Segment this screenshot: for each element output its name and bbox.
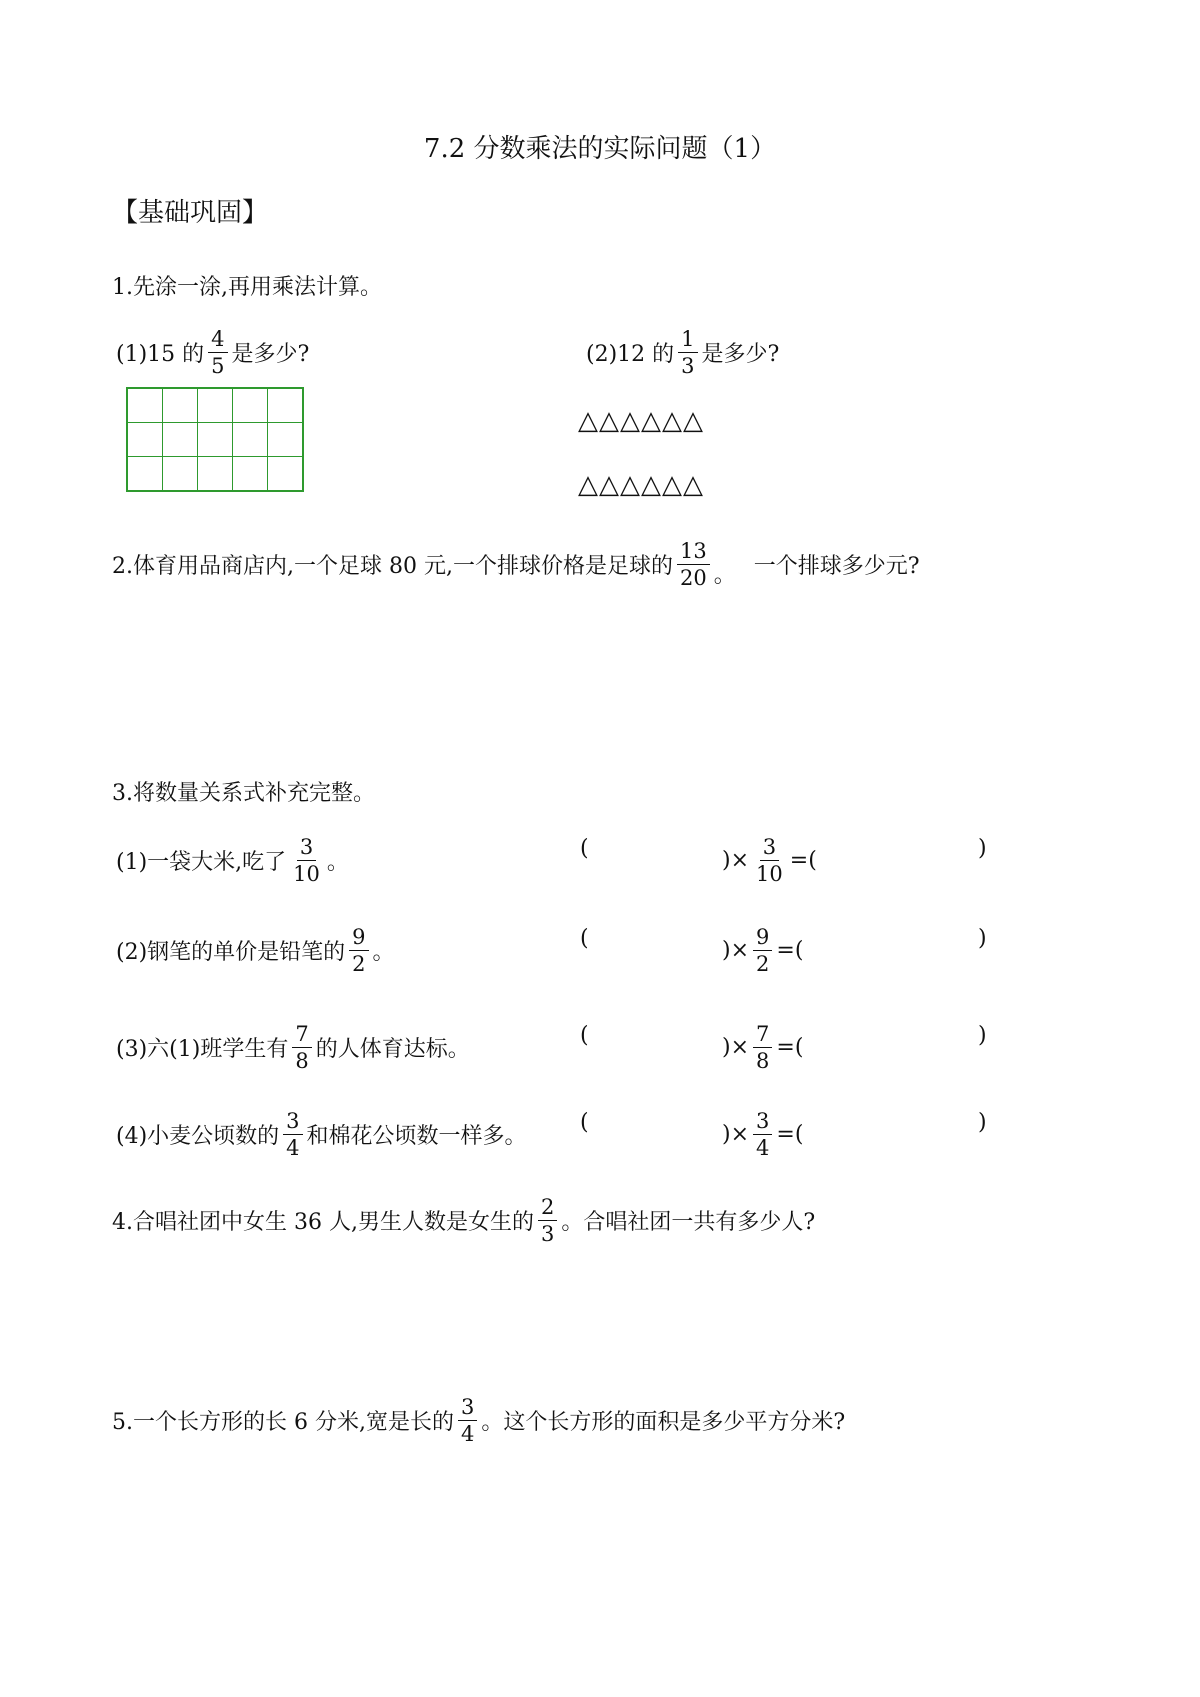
q3-item-fraction [292, 1023, 311, 1072]
grid-cell[interactable] [163, 423, 198, 457]
times-sign: )× [722, 938, 750, 964]
q1-sub2-suffix: 是多少? [701, 342, 780, 368]
fraction-denominator: 4 [460, 1422, 475, 1447]
q3-blank-result[interactable] [830, 844, 970, 872]
q5 [112, 1396, 845, 1445]
q3-open-paren [580, 1110, 589, 1135]
grid-cell[interactable] [233, 423, 268, 457]
fraction-numerator: 9 [349, 926, 368, 951]
triangle-row-2[interactable]: △△△△△△ [578, 470, 704, 500]
q3-item-text: (2)钢笔的单价是铅笔的 [116, 940, 346, 966]
fraction-numerator: 7 [753, 1023, 772, 1048]
grid-cell[interactable] [198, 423, 233, 457]
q3-item-statement [116, 926, 395, 975]
grid-cell[interactable] [198, 388, 233, 423]
fraction-denominator: 8 [295, 1049, 309, 1074]
q3-item-suffix: 的人体育达标。 [315, 1037, 470, 1063]
q3-equation [722, 1110, 803, 1159]
fraction-denominator: 3 [540, 1222, 555, 1247]
grid-cell[interactable] [268, 423, 304, 457]
grid-cell[interactable] [163, 457, 198, 492]
grid-cell[interactable] [163, 388, 198, 423]
q3-item-statement [116, 836, 349, 885]
q3-equation-fraction [753, 836, 786, 885]
grid-cell[interactable] [268, 457, 304, 492]
q1-sub1-suffix: 是多少? [231, 342, 310, 368]
triangle-row-1[interactable]: △△△△△△ [578, 406, 704, 436]
q4-prefix: 4.合唱社团中女生 36 人,男生人数是女生的 [112, 1210, 534, 1236]
q3-equation [722, 1023, 803, 1072]
fraction-numerator: 9 [753, 926, 772, 951]
fraction-denominator: 10 [293, 862, 320, 887]
q3-item-statement [116, 1023, 470, 1072]
q5-fraction [458, 1396, 477, 1445]
q2-mid: 。 [713, 563, 736, 589]
q3-item-fraction [349, 926, 368, 975]
q3-blank-multiplicand[interactable] [600, 934, 720, 962]
q3-equation [722, 836, 817, 885]
q3-close-paren [978, 1023, 987, 1048]
q3-item-suffix: 和棉花公顷数一样多。 [306, 1124, 527, 1150]
q3-close-paren [978, 1110, 987, 1135]
open-paren: ( [580, 1110, 589, 1135]
q1-sub2-fraction [678, 328, 697, 377]
fraction-numerator: 4 [208, 328, 227, 353]
grid-cell[interactable] [127, 388, 163, 423]
fraction-denominator: 20 [679, 566, 707, 591]
q4-suffix: 。合唱社团一共有多少人? [561, 1210, 816, 1236]
fraction-numerator: 1 [678, 328, 697, 353]
q2-suffix: 一个排球多少元? [753, 554, 920, 580]
q3-equation [722, 926, 803, 975]
q3-blank-multiplicand[interactable] [600, 1118, 720, 1146]
equals-sign: =( [776, 1122, 804, 1148]
close-paren: ) [978, 836, 987, 861]
page-title: 7.2 分数乘法的实际问题（1） [423, 134, 777, 164]
q3-open-paren [580, 836, 589, 861]
grid-cell[interactable] [233, 457, 268, 492]
q3-open-paren [580, 1023, 589, 1048]
q3-close-paren [978, 836, 987, 861]
q5-prefix: 5.一个长方形的长 6 分米,宽是长的 [112, 1410, 454, 1436]
fraction-numerator: 3 [297, 836, 316, 861]
q3-blank-multiplicand[interactable] [600, 1031, 720, 1059]
fraction-denominator: 3 [681, 354, 695, 379]
open-paren: ( [580, 926, 589, 951]
fraction-numerator: 7 [292, 1023, 311, 1048]
q3-item-text: (1)一袋大米,吃了 [116, 850, 287, 876]
shading-grid[interactable] [126, 387, 304, 492]
q1-sub1 [116, 328, 309, 377]
fraction-numerator: 3 [753, 1110, 772, 1135]
equals-sign: =( [789, 848, 817, 874]
q1-sub1-fraction [208, 328, 227, 377]
fraction-numerator: 3 [760, 836, 779, 861]
q1-sub2-prefix: (2)12 的 [586, 342, 675, 368]
equals-sign: =( [776, 938, 804, 964]
q3-item-fraction [290, 836, 323, 885]
q3-item-suffix: 。 [326, 850, 349, 876]
q4-fraction [538, 1196, 557, 1245]
fraction-numerator: 3 [458, 1396, 477, 1421]
open-paren: ( [580, 836, 589, 861]
q2 [112, 540, 920, 589]
times-sign: )× [722, 848, 750, 874]
q3-item-fraction [283, 1110, 302, 1159]
close-paren: ) [978, 1110, 987, 1135]
q2-prefix: 2.体育用品商店内,一个足球 80 元,一个排球价格是足球的 [112, 554, 673, 580]
open-paren: ( [580, 1023, 589, 1048]
q1-prompt: 1.先涂一涂,再用乘法计算。 [112, 275, 382, 300]
q3-equation-fraction [753, 926, 772, 975]
q3-item-statement [116, 1110, 527, 1159]
q3-item-text: (4)小麦公顷数的 [116, 1124, 280, 1150]
q3-blank-multiplicand[interactable] [600, 844, 720, 872]
fraction-denominator: 2 [756, 952, 770, 977]
close-paren: ) [978, 1023, 987, 1048]
grid-cell[interactable] [268, 388, 304, 423]
q3-item-text: (3)六(1)班学生有 [116, 1037, 289, 1063]
fraction-denominator: 5 [211, 354, 225, 379]
equals-sign: =( [776, 1035, 804, 1061]
q3-blank-result[interactable] [830, 1118, 970, 1146]
q5-suffix: 。这个长方形的面积是多少平方分米? [481, 1410, 846, 1436]
grid-cell[interactable] [198, 457, 233, 492]
q3-blank-result[interactable] [830, 934, 970, 962]
grid-cell[interactable] [233, 388, 268, 423]
close-paren: ) [978, 926, 987, 951]
fraction-denominator: 8 [756, 1049, 770, 1074]
fraction-numerator: 13 [677, 540, 710, 565]
q1-sub2 [586, 328, 779, 377]
q3-equation-fraction [753, 1023, 772, 1072]
q3-blank-result[interactable] [830, 1031, 970, 1059]
times-sign: )× [722, 1122, 750, 1148]
q2-fraction [677, 540, 710, 589]
fraction-numerator: 2 [538, 1196, 557, 1221]
q3-open-paren [580, 926, 589, 951]
section-heading: 【基础巩固】 [112, 198, 269, 228]
times-sign: )× [722, 1035, 750, 1061]
q3-prompt: 3.将数量关系式补充完整。 [112, 781, 375, 806]
fraction-denominator: 10 [756, 862, 783, 887]
fraction-denominator: 4 [756, 1136, 770, 1161]
q3-item-suffix: 。 [372, 940, 395, 966]
q3-close-paren [978, 926, 987, 951]
fraction-numerator: 3 [283, 1110, 302, 1135]
q3-equation-fraction [753, 1110, 772, 1159]
grid-cell[interactable] [127, 423, 163, 457]
fraction-denominator: 2 [352, 952, 366, 977]
q1-sub1-prefix: (1)15 的 [116, 342, 205, 368]
fraction-denominator: 4 [286, 1136, 300, 1161]
q4 [112, 1196, 815, 1245]
grid-cell[interactable] [127, 457, 163, 492]
